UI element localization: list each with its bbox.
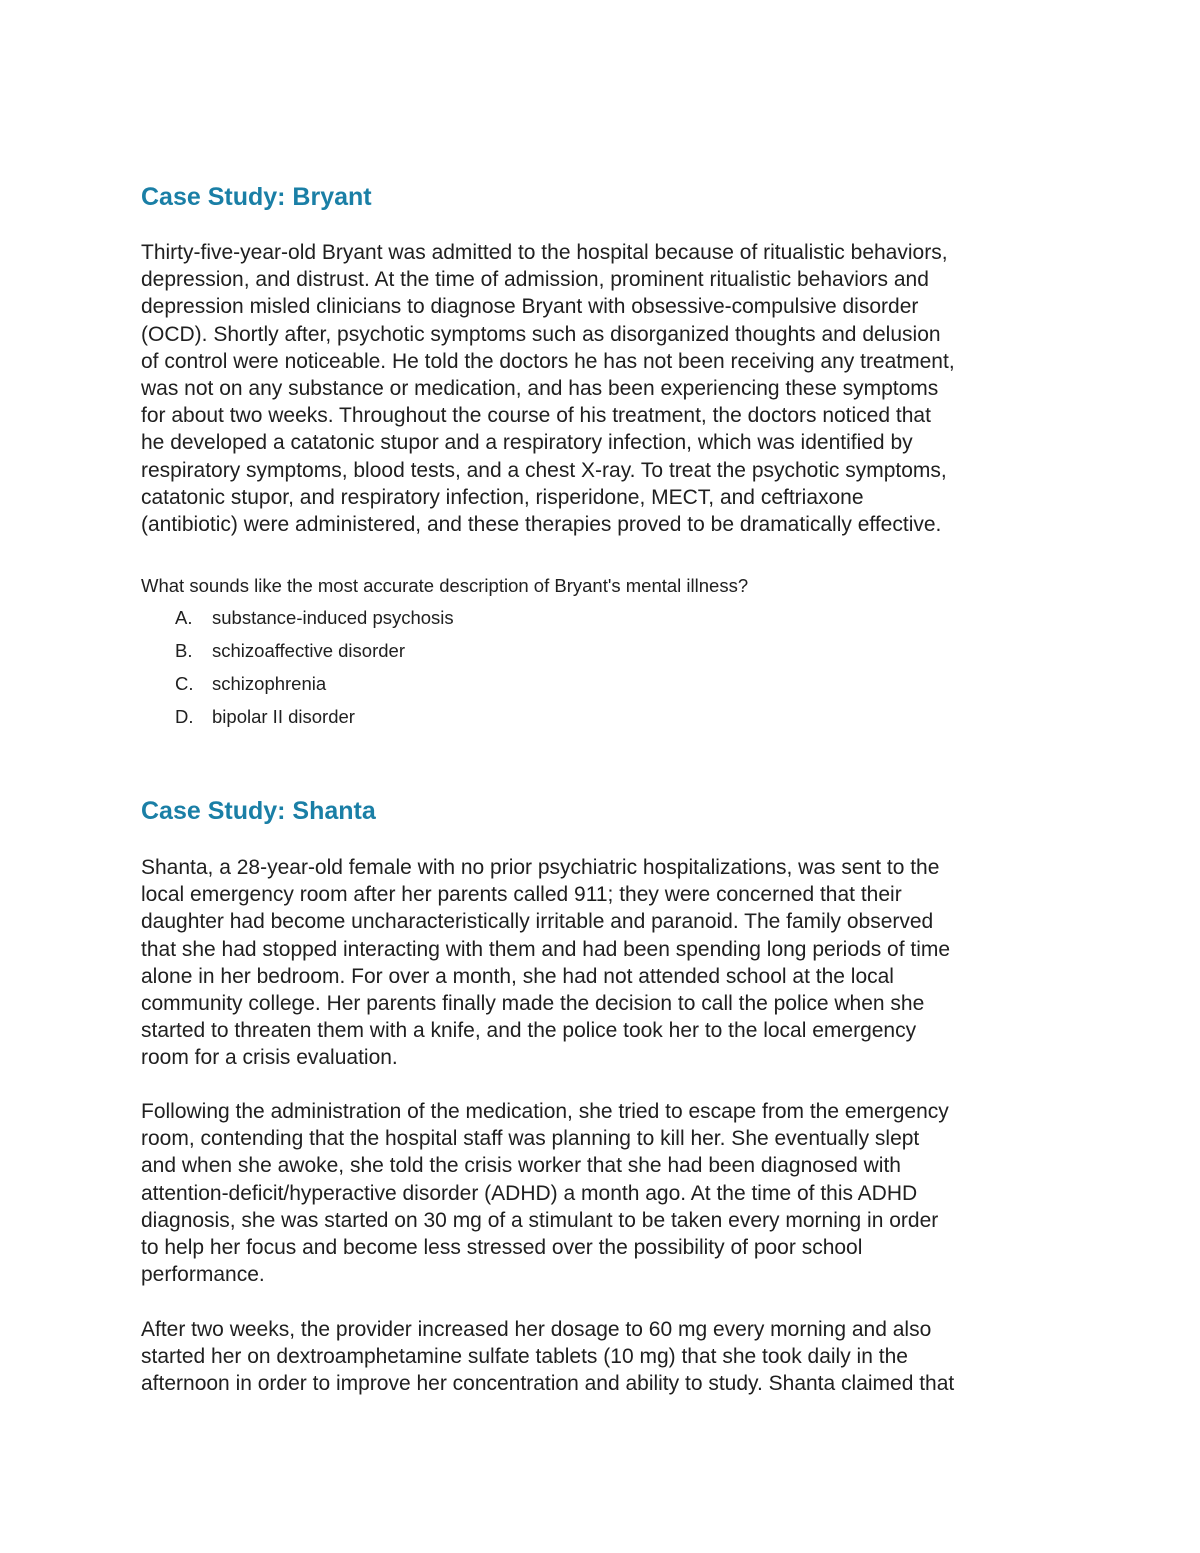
text-line: room for a crisis evaluation.: [141, 1046, 398, 1070]
answer-option-a: [141, 606, 454, 639]
text-line: attention-deficit/hyperactive disorder (ADHD) a month ago. At the time of this ADHD: [141, 1181, 918, 1205]
text-line: started to threaten them with a knife, and the police took her to the local emergency: [141, 1019, 917, 1043]
text-line: was not on any substance or medication, and has been experiencing these symptoms: [141, 377, 939, 401]
text-line: After two weeks, the provider increased her dosage to 60 mg every morning and also: [141, 1318, 932, 1341]
text-line: for about two weeks. Throughout the course of his treatment, the doctors noticed that: [141, 404, 931, 428]
text-line: respiratory symptoms, blood tests, and a chest X-ray. To treat the psychotic symptoms,: [141, 458, 947, 482]
answer-options-list: [141, 606, 454, 738]
text-line: depression, and distrust. At the time of admission, prominent ritualistic behaviors and: [141, 268, 929, 292]
shanta-paragraph-1: [141, 854, 1061, 1072]
option-text: schizoaffective disorder: [212, 640, 405, 661]
text-line: (OCD). Shortly after, psychotic symptoms such as disorganized thoughts and delusion: [141, 322, 941, 346]
option-text: schizophrenia: [212, 673, 327, 694]
text-line: diagnosis, she was started on 30 mg of a stimulant to be taken every morning in order: [141, 1208, 939, 1232]
option-letter: D.: [175, 706, 194, 727]
text-line: of control were noticeable. He told the doctors he has not been receiving any treatment,: [141, 349, 955, 373]
text-line: community college. Her parents finally made the decision to call the police when she: [141, 992, 925, 1016]
text-line: that she had stopped interacting with them and had been spending long periods of time: [141, 937, 951, 961]
text-line: (antibiotic) were administered, and these therapies proved to be dramatically effective.: [141, 513, 942, 537]
option-letter: C.: [175, 673, 194, 694]
shanta-paragraph-3: [141, 1316, 1061, 1398]
text-line: catatonic stupor, and respiratory infection, risperidone, MECT, and ceftriaxone: [141, 485, 864, 509]
text-line: Thirty-five-year-old Bryant was admitted to the hospital because of ritualistic behaviors,: [141, 241, 948, 264]
answer-option-c: [141, 672, 454, 705]
text-line: he developed a catatonic stupor and a respiratory infection, which was identified by: [141, 431, 913, 455]
text-line: performance.: [141, 1263, 265, 1287]
text-line: afternoon in order to improve her concentration and ability to study. Shanta claimed that: [141, 1372, 955, 1396]
text-line: and when she awoke, she told the crisis worker that she had been diagnosed with: [141, 1154, 901, 1178]
option-text: bipolar II disorder: [212, 706, 355, 727]
text-line: local emergency room after her parents called 911; they were concerned that their: [141, 883, 902, 907]
text-line: to help her focus and become less stressed over the possibility of poor school: [141, 1236, 863, 1260]
answer-option-d: [141, 705, 454, 738]
bryant-question: What sounds like the most accurate description of Bryant's mental illness?: [141, 575, 749, 596]
text-line: daughter had become uncharacteristically irritable and paranoid. The family observed: [141, 910, 934, 934]
text-line: alone in her bedroom. For over a month, she had not attended school at the local: [141, 964, 894, 988]
text-line: room, contending that the hospital staff was planning to kill her. She eventually slept: [141, 1127, 920, 1151]
text-line: started her on dextroamphetamine sulfate tablets (10 mg) that she took daily in the: [141, 1345, 908, 1369]
text-line: depression misled clinicians to diagnose Bryant with obsessive-compulsive disorder: [141, 295, 919, 319]
shanta-paragraph-2: [141, 1098, 1061, 1288]
case-study-shanta-title: Case Study: Shanta: [141, 797, 376, 825]
answer-option-b: [141, 639, 454, 672]
bryant-case-paragraph: [141, 239, 1061, 538]
option-text: substance-induced psychosis: [212, 607, 454, 628]
option-letter: B.: [175, 640, 193, 661]
text-line: Shanta, a 28-year-old female with no prior psychiatric hospitalizations, was sent to the: [141, 856, 940, 879]
text-line: Following the administration of the medication, she tried to escape from the emergency: [141, 1100, 949, 1123]
option-letter: A.: [175, 607, 193, 628]
case-study-bryant-title: Case Study: Bryant: [141, 183, 372, 211]
